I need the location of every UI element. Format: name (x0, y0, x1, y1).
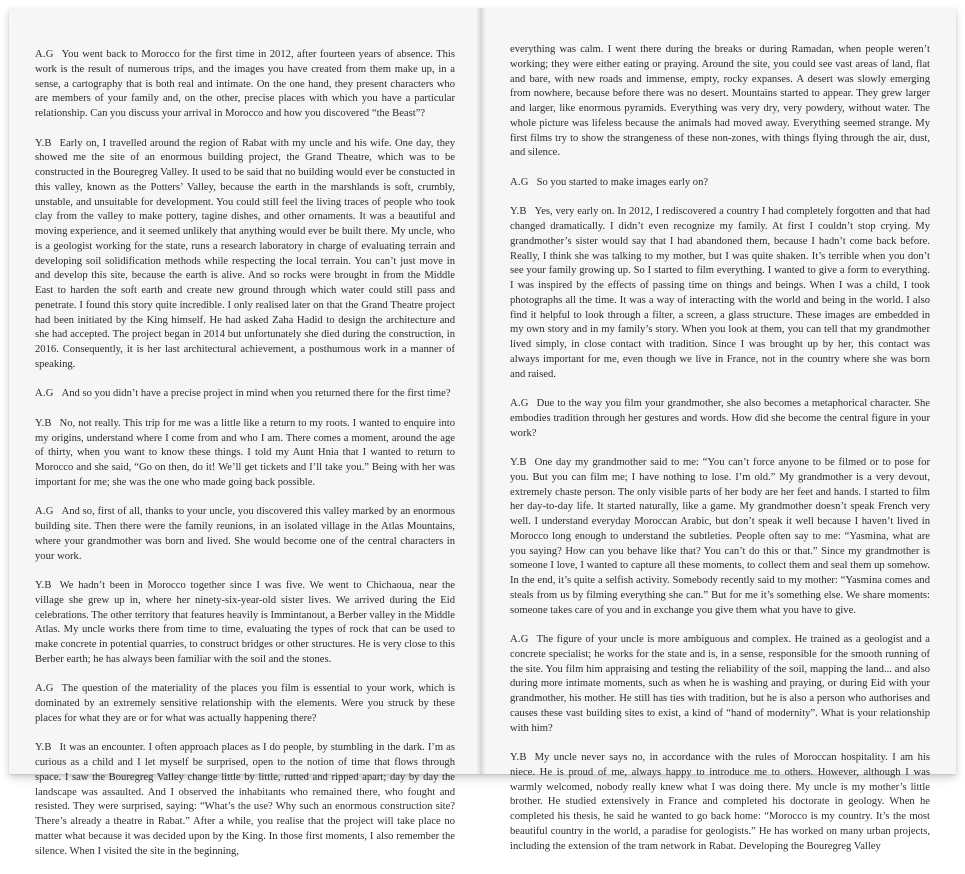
speaker-initials: Y.B (510, 752, 527, 763)
continued-paragraph (510, 43, 930, 161)
interview-paragraph (510, 456, 930, 618)
speaker-initials: Y.B (35, 580, 52, 591)
paragraph-text: And so, first of all, thanks to your uncle, you discovered this valley marked by an enormous building site. Then there were the family reunions, in an isolated village in the Atlas Mountains, where your grandmother was born and lived. She would become one of the central characters in your work. (35, 506, 455, 562)
paragraph-text: We hadn’t been in Morocco together since I was five. We went to Chichaoua, near the village she grew up in, where her ninety-six-year-old sister lives. We arrived during the Eid celebrations. The other territory that features heavily is Immintanout, a Berber valley in the Middle Atlas. My uncle works there from time to time, evaluating the types of rock that can be used to make concrete in potential quarries, to construct bridges or other structures. He is very close to this Berber earth; he has always been familiar with the soil and the stones. (35, 580, 455, 665)
speaker-initials: Y.B (35, 137, 52, 149)
left-page (9, 8, 481, 857)
book-spread (9, 8, 956, 857)
paragraph-text: So you started to make images early on? (536, 176, 709, 188)
interview-paragraph (35, 137, 455, 373)
interview-paragraph (35, 505, 455, 564)
paragraph-text: The question of the materiality of the places you film is essential to your work, which is dominated by an extremely sensitive relationship with the elements. Were you struck by these places for what they are or for what was actually happening there? (35, 683, 455, 724)
paragraph-text: Due to the way you film your grandmother, she also becomes a metaphorical character. She embodies tradition through her gestures and words. How did she become the central figure in your work? (510, 398, 930, 439)
paragraph-text: The figure of your uncle is more ambiguous and complex. He trained as a geologist and a concrete specialist; he works for the state and is, in a sense, responsible for the smooth running of the site. You film him appraising and testing the reliability of the soil, mapping the land... and also during more intimate moments, such as when he is washing and praying, or during Eid with your grandmother, his mother. He still has ties with tradition, but he is also a person who authorises and causes these vast building sites to exist, a kind of “hand of modernity”. What is your relationship with him? (510, 634, 930, 734)
interview-paragraph (510, 397, 930, 441)
paragraph-text: It was an encounter. I often approach places as I do people, by stumbling in the dark. I’m as curious as a child and I let myself be surprised, open to the notion of time that flows through space. I saw the Bouregreg Valley change little by little, rutted and ripped apart; day by day the landscape was assaulted. And I observed the inhabitants who remained there, who fought and resisted. They were surprised, saying: “What’s the use? Why such an enormous construction site? There’s already a theatre in Rabat.” After a while, you realise that the project will take place no matter what because it was decided upon by the King. In those first moments, I also remember the silence. When I visited the site in the beginning, (35, 742, 455, 857)
interview-paragraph (35, 579, 455, 668)
interview-paragraph (510, 633, 930, 736)
speaker-initials: A.G (510, 398, 529, 409)
speaker-initials: Y.B (35, 417, 52, 429)
speaker-initials: Y.B (510, 206, 527, 218)
right-page (481, 8, 956, 852)
speaker-initials: A.G (35, 683, 54, 695)
speaker-initials: A.G (35, 388, 54, 400)
paragraph-text: You went back to Morocco for the first time in 2012, after fourteen years of absence. This work is the result of numerous trips, and the images you have created from them make up, in a sense, a cartography that is both real and intimate. On the one hand, they present characters who are members of your family and, on the other, precise places with which you have a particular relationship. Can you discuss your arrival in Morocco and how you discovered “the Beast”? (35, 49, 455, 119)
interview-paragraph (510, 205, 930, 382)
speaker-initials: Y.B (510, 457, 527, 468)
paragraph-text: My uncle never says no, in accordance with the rules of Moroccan hospitality. I am his niece. He is proud of me, always happy to introduce me to others. However, although I was warmly welcomed, nobody really knew what I was doing there. My uncle is my mother’s little brother. He studied extensively in France and completed his doctorate in geology. When he completed his thesis, he said he wanted to go back home: “Morocco is my country. It’s the most beautiful country in the world, a paradise for geologists.” He has worked on many urban projects, including the extension of the tram network in Rabat. Developing the Bouregreg Valley (510, 752, 930, 852)
interview-paragraph (35, 417, 455, 491)
paragraph-text: everything was calm. I went there during the breaks or during Ramadan, when people weren’t working; they were either eating or praying. Around the site, you could see vast areas of land, flat and bare, with new roads and immense, empty, rocky expanses. A desert was slowly emerging from nowhere, because before there was no desert. Mountains started to appear. They grew larger and larger, like enormous pyramids. Everything was very dry, very powdery, without water. The whole picture was lifeless because the animals had moved away. Everything seemed strange. My first films try to show the strangeness of these non-zones, with things flying through the air, dust, and silence. (510, 44, 930, 159)
left-page-text (35, 48, 455, 874)
paragraph-text: Yes, very early on. In 2012, I rediscovered a country I had completely forgotten and that had changed dramatically. I didn’t even recognize my family. At first I couldn’t stop crying. My grandmother’s sister would say that I had abandoned them, because I hadn’t come back before. Really, I think she was talking to my mother, but I was quite shaken. It’s terrible when you don’t see your family growing up. So I started to film everything. I wanted to give a form to everything. I was inspired by the effects of passing time on things and beings. When I was a child, I took photographs all the time. It was a way of interacting with the world and being in the world. I also find it helpful to look through a filter, a screen, a glass structure. These images are embedded in my own story and in my family’s story. When you look at them, you can tell that my grandmother lived simply, in close contact with tradition. Since I was brought up by her, this contact was always important for me, even though we live in France, not in the country where she was born and raised. (510, 206, 930, 380)
speaker-initials: A.G (35, 506, 54, 518)
interview-paragraph (510, 176, 930, 191)
interview-paragraph (510, 751, 930, 854)
paragraph-text: One day my grandmother said to me: “You can’t force anyone to be filmed or to pose for you. But you can film me; I have nothing to lose. I’m old.” My grandmother is a very devout, extremely chaste person. The only visible parts of her body are her feet and hands. I started to film her day-to-day life. It started naturally, like a game. My grandmother doesn’t speak French very well. I understand everyday Moroccan Arabic, but don’t speak it well because I haven’t lived in Morocco long enough to understand the subtleties. People often say to me: “Yasmina, what are you saying? How can you behave like that? You can’t do this or that.” Since my grandmother is someone I love, I wanted to capture all these moments, to collect them and seal them up somehow. In the end, it’s quite a selfish activity. Somebody recently said to my mother: “Yasmina comes and steals from us by filming everything she can.” But for me it’s something else. We share moments: someone takes care of you and in exchange you give them what you have to give. (510, 457, 930, 616)
right-page-text (510, 43, 930, 869)
paragraph-text: No, not really. This trip for me was a little like a return to my roots. I wanted to enquire into my origins, understand where I come from and who I am. There comes a moment, around the age of thirty, when you want to know these things. I told my Aunt Hnia that I wanted to return to Morocco and she said, “Go on then, do it! We’ll get tickets and I’ll take you.” Being with her was important for me; she was the one who made going back possible. (35, 417, 455, 488)
interview-paragraph (35, 387, 455, 402)
speaker-initials: Y.B (35, 742, 52, 754)
interview-paragraph (35, 741, 455, 859)
paragraph-text: And so you didn’t have a precise project in mind when you returned there for the first time? (61, 388, 451, 400)
interview-paragraph (35, 48, 455, 122)
interview-paragraph (35, 682, 455, 726)
paragraph-text: Early on, I travelled around the region of Rabat with my uncle and his wife. One day, they showed me the site of an enormous building project, the Grand Theatre, which was to be constructed in the Bouregreg Valley. It used to be said that no building would ever be constucted in this valley, known as the Potters’ Valley, because the earth in the marshlands is soft, crumbly, unstable, and unsuitable for development. You could still feel the living traces of people who took clay from the valley to make pottery, tagine dishes, and other ornaments. It was a beautiful and moving experience, and it seemed unlikely that anything would ever be built there. My uncle, who is a geologist working for the state, runs a research laboratory in charge of evaluating terrain and developing soil solidification methods while respecting the local terrain. You can’t just move in and develop this site, because the earth is alive. And so rocks were brought in from the Middle East to harden the soft earth and create new ground through which water could still pass and penetrate. I found this story quite incredible. I only realised later on that the Grand Theatre project had been initiated by the King himself. He had asked Zaha Hadid to design the architecture and she had accepted. The project began in 2014 but unfortunately she died during the construction, in 2016. Consequently, it is her last architectural achievement, a posthumous work in a manner of speaking. (35, 137, 455, 370)
speaker-initials: A.G (510, 634, 529, 645)
book-gutter (476, 8, 486, 774)
speaker-initials: A.G (35, 49, 54, 60)
speaker-initials: A.G (510, 176, 529, 188)
